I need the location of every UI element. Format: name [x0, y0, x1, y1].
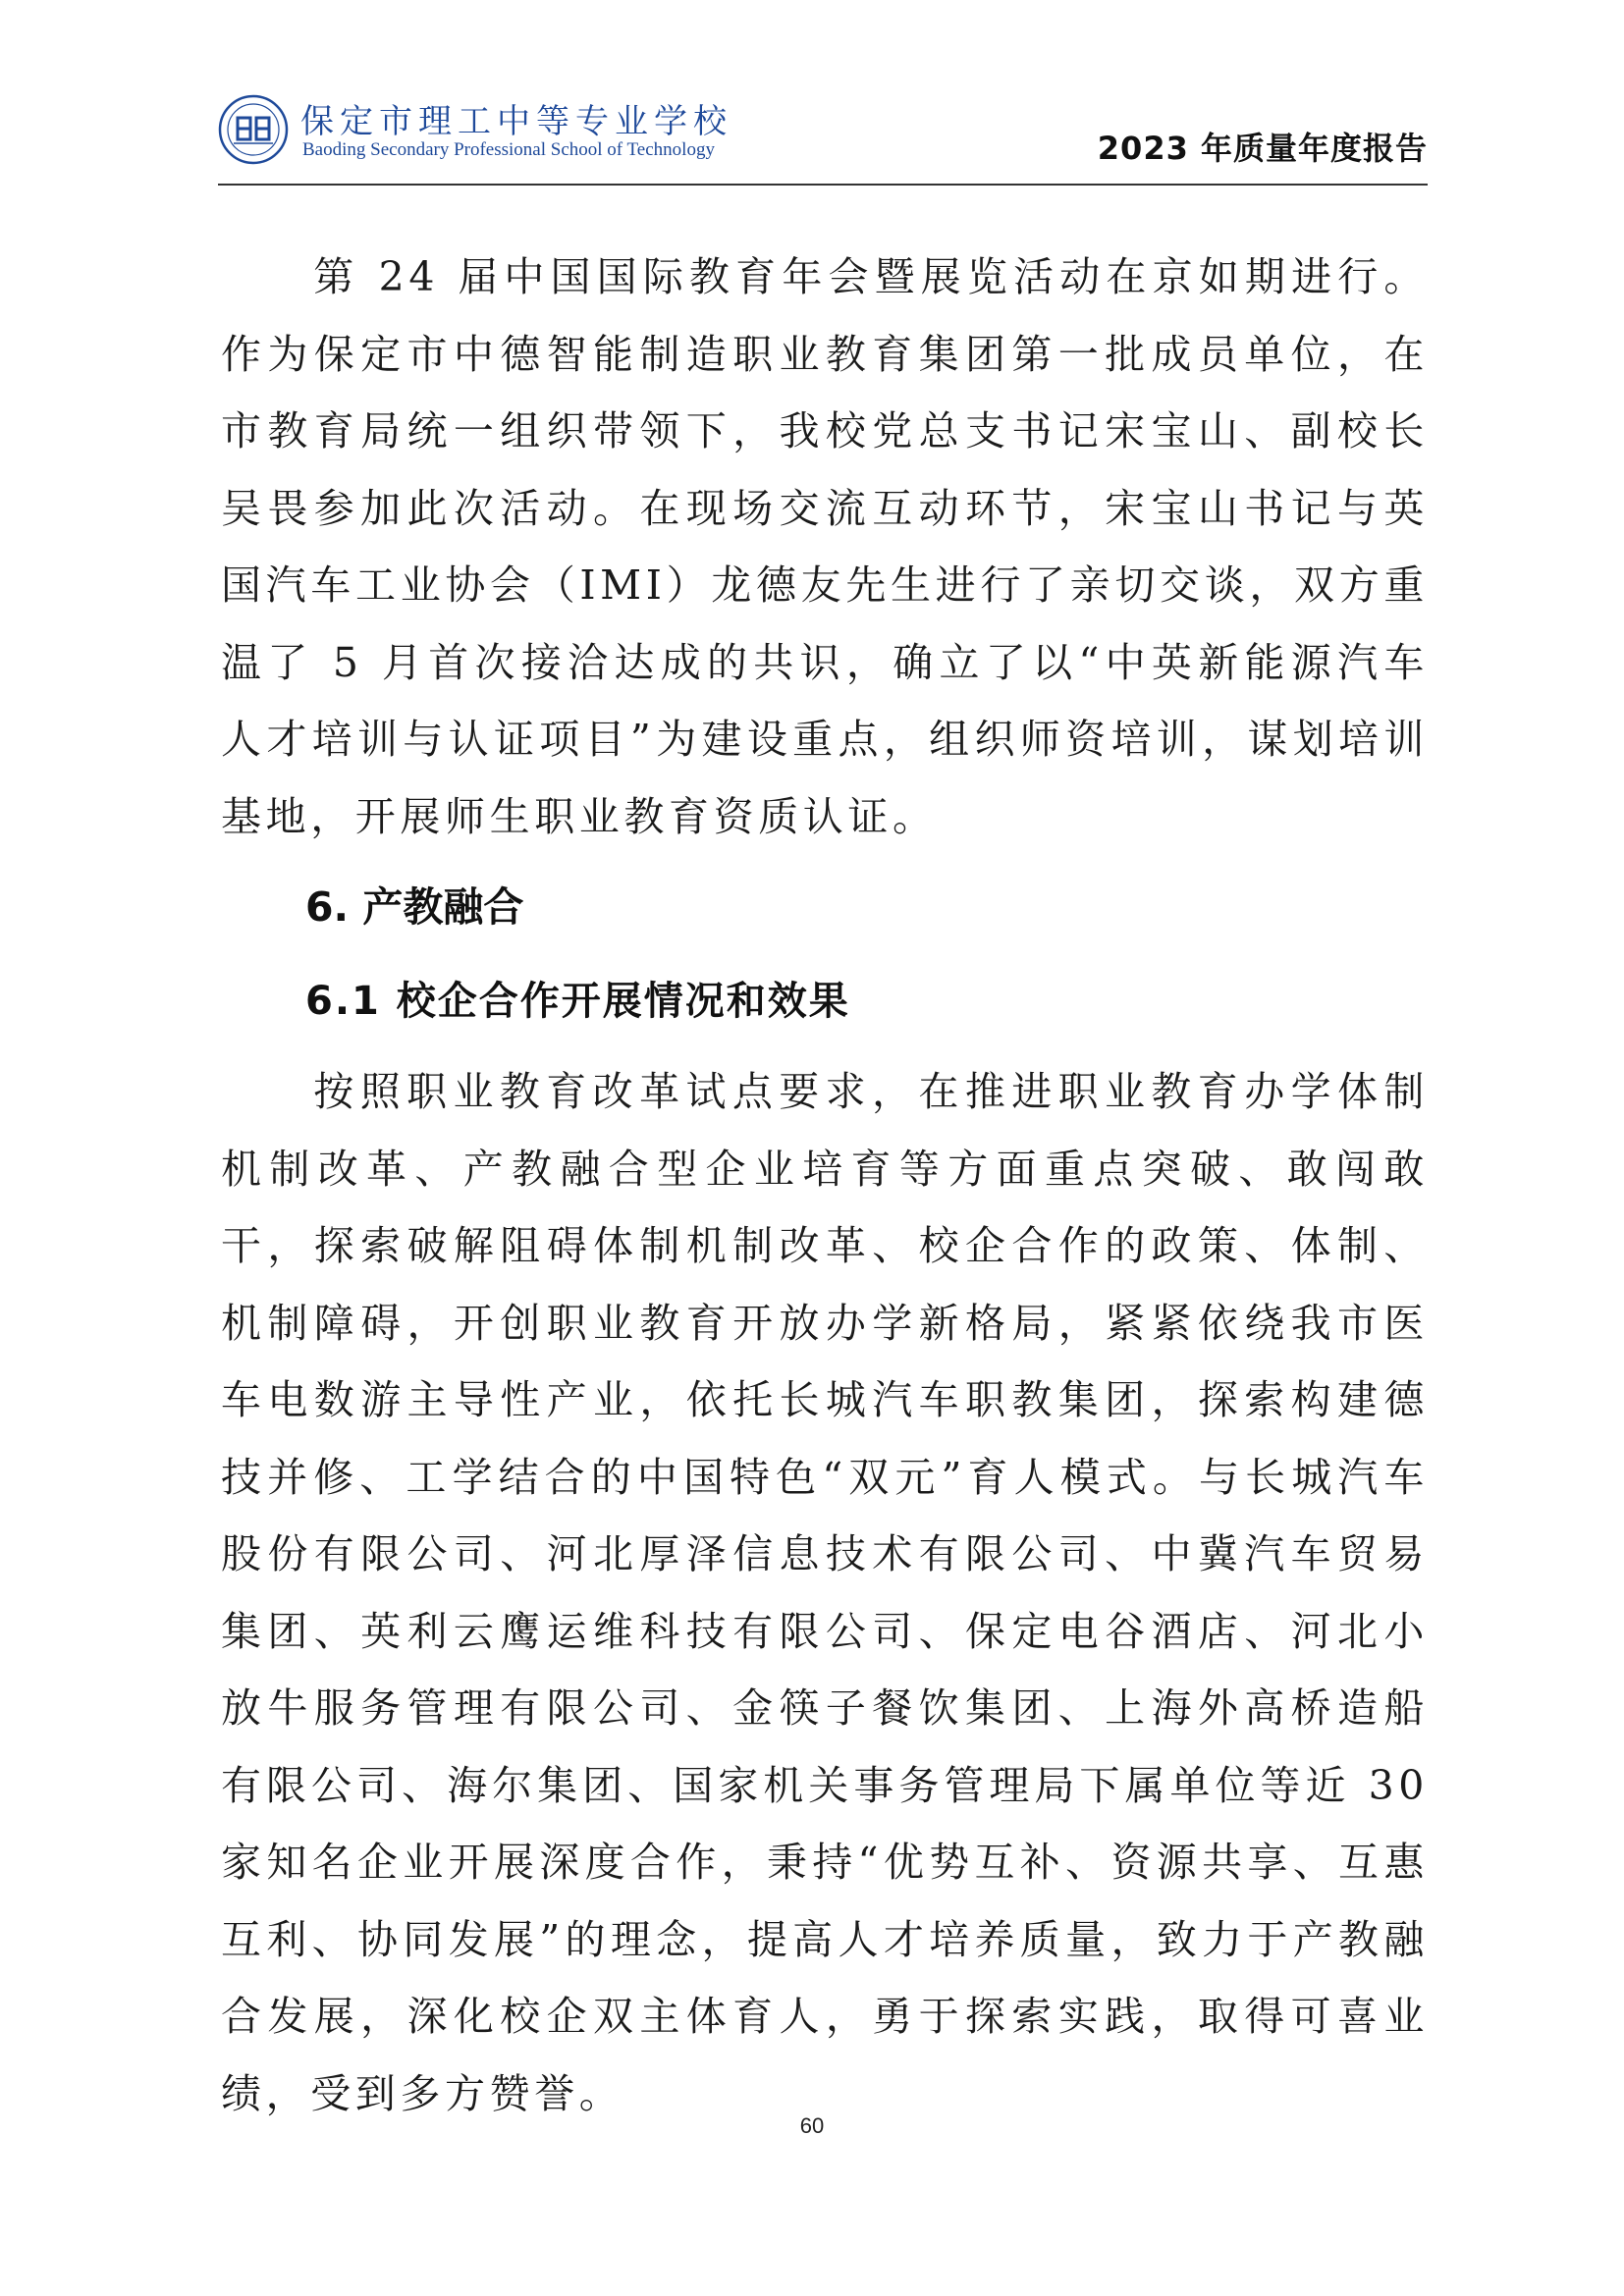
subsection-heading: 6.1 校企合作开展情况和效果	[305, 979, 850, 1024]
page-number: 60	[799, 2113, 825, 2138]
school-name-cn: 保定市理工中等专业学校	[300, 102, 732, 141]
school-name-en: Baoding Secondary Professional School of Technology	[302, 139, 715, 160]
section-heading: 6. 产教融合	[305, 883, 524, 931]
report-title: 2023 年质量年度报告	[1097, 130, 1428, 167]
paragraph-education-conference: 第 24 届中国国际教育年会暨展览活动在京如期进行。作为保定市中德智能制造职业教育集团第一批成员单位，在市教育局统一组织带领下，我校党总支书记宋宝山、副校长吴畏参加此次活动。在现场交流互动环节，宋宝山书记与英国汽车工业协会（IMI）龙德友先生进行了亲切交谈，双方重温了 5 月首次接洽达成的共识，确立了以“中英新能源汽车人才培训与认证项目”为建设重点，组织师资培训，谋划培训基地，开展师生职业教育资质认证。	[221, 253, 1429, 840]
page-header	[218, 90, 1428, 185]
paragraph-school-enterprise-cooperation: 按照职业教育改革试点要求，在推进职业教育办学体制机制改革、产教融合型企业培育等方面重点突破、敢闯敢干，探索破解阻碍体制机制改革、校企合作的政策、体制、机制障碍，开创职业教育开放办学新格局，紧紧依绕我市医车电数游主导性产业，依托长城汽车职教集团，探索构建德技并修、工学结合的中国特色“双元”育人模式。与长城汽车股份有限公司、河北厚泽信息技术有限公司、中冀汽车贸易集团、英利云鹰运维科技有限公司、保定电谷酒店、河北小放牛服务管理有限公司、金筷子餐饮集团、上海外高桥造船有限公司、海尔集团、国家机关事务管理局下属单位等近 30 家知名企业开展深度合作，秉持“优势互补、资源共享、互惠互利、协同发展”的理念，提高人才培养质量，致力于产教融合发展，深化校企双主体育人，勇于探索实践，取得可喜业绩，受到多方赞誉。	[221, 1068, 1429, 2117]
header-divider	[218, 184, 1428, 186]
document-body	[221, 239, 1429, 2132]
school-logo	[218, 94, 289, 165]
